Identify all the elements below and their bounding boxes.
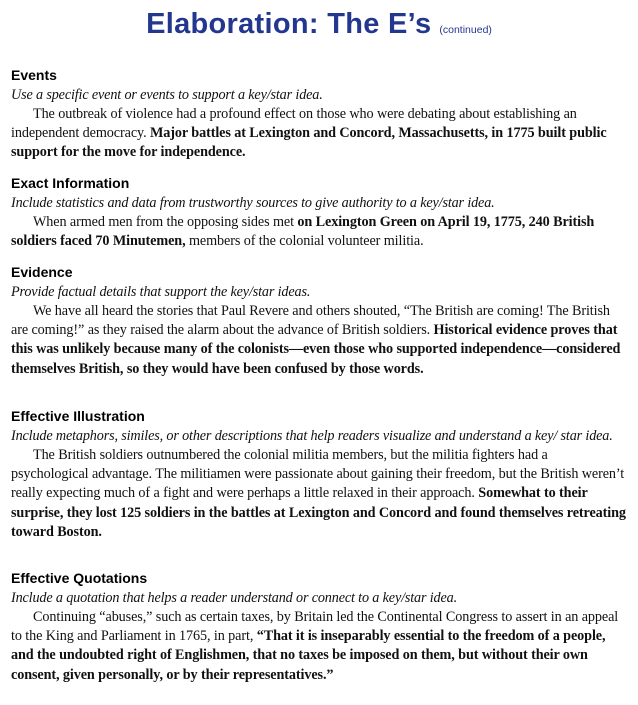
body-text: The British soldiers outnumbered the colonial militia members, but the militia fighters had a psychological advantage. The militiamen were passionate about gaining their freedom, but the British weren’t really expecting much of a fight and were perhaps a little relaxed in their approach. [11,447,625,502]
section-heading: Events [11,67,57,83]
section-heading: Evidence [11,264,73,280]
section-effective-illustration [11,407,627,542]
section-evidence [11,263,627,379]
section-heading: Exact Information [11,175,130,191]
section-body [11,446,627,542]
section-exact-information [11,174,627,251]
body-text: Continuing “abuses,” such as certain taxes, by Britain led the Continental Congress to assert in an appeal to the King and Parliament in 1765, in part, [11,609,619,645]
body-text-bold: Historical evidence proves that this was unlikely because many of the colonists—even those who supported independence—considered themselves British, so they would have been confused by those words. [11,322,621,377]
section-body [11,213,627,251]
page-title: Elaboration: The E’s [146,8,432,40]
section-intro: Include statistics and data from trustworthy sources to give authority to a key/star idea. [11,195,495,211]
section-intro: Provide factual details that support the key/star ideas. [11,284,311,300]
body-text: When armed men from the opposing sides met [33,214,298,230]
body-text-bold: on Lexington Green on April 19, 1775, 240 British soldiers faced 70 Minutemen, [11,214,595,250]
body-text-bold: Somewhat to their surprise, they lost 125 soldiers in the battles at Lexington and Concord and found themselves retreating toward Boston. [11,485,626,540]
section-heading: Effective Illustration [11,408,145,424]
section-effective-quotations [11,569,627,685]
section-events [11,66,627,163]
body-text-bold: Major battles at Lexington and Concord, Massachusetts, in 1775 built public support for the move for independence. [11,125,607,161]
section-body [11,105,627,163]
body-text: members of the colonial volunteer militia. [185,233,424,250]
section-heading: Effective Quotations [11,570,148,586]
body-text-bold: “That it is inseparably essential to the freedom of a people, and the undoubted right of Englishmen, that no taxes be imposed on them, but without their own consent, given personally, or by their representatives.” [11,628,606,683]
section-body [11,302,627,379]
section-intro: Include metaphors, similes, or other descriptions that help readers visualize and understand a key/ star idea. [11,428,613,444]
body-text: The outbreak of violence had a profound effect on those who were debating about establishing an independent democracy. [11,106,577,142]
page-subtitle: (continued) [439,24,492,36]
section-intro: Include a quotation that helps a reader understand or connect to a key/star idea. [11,590,457,606]
page-header [0,8,638,41]
body-text: We have all heard the stories that Paul Revere and others shouted, “The British are coming! The British are coming!” as they raised the alarm about the advance of British soldiers. [11,303,610,339]
section-intro: Use a specific event or events to support a key/star idea. [11,87,323,103]
section-body [11,608,627,685]
